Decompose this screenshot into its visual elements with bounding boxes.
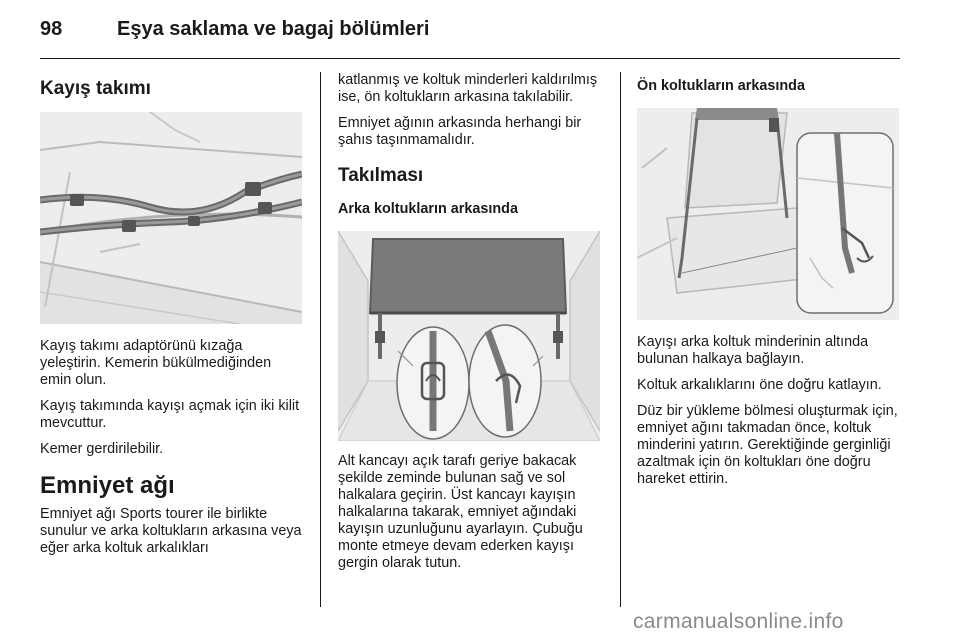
chapter-title: Eşya saklama ve bagaj bölümleri (117, 18, 430, 40)
col1-paragraph-4: Emniyet ağı Sports tourer ile birlikte sunulur ve arka koltukların arkasına veya eğer arka koltuk arkalıkları (40, 506, 302, 556)
col3-paragraph-1: Kayışı arka koltuk minderinin altında bulunan halkaya bağlayın. (637, 334, 869, 367)
watermark-text: carmanualsonline.info (633, 610, 844, 633)
figure-strap-kit (40, 112, 302, 324)
col2-paragraph-2: Emniyet ağının arkasında herhangi bir şahıs taşınmamalıdır. (338, 115, 582, 148)
col2-paragraph-3: Alt kancayı açık tarafı geriye bakacak şekilde zeminde bulunan sağ ve sol halkalara geçirin. Üst kancayı kayışın halkalarına takarak, emniyet ağındaki kayışın uzunluğunu ayarlayın. Çubuğu monte etmeye devam ederken kayışı gergin olarak tutun. (338, 453, 583, 571)
column-divider-2 (620, 72, 621, 607)
figure-front-seat-net (637, 108, 899, 320)
header-rule (40, 58, 900, 59)
figure-rear-seat-net (338, 231, 600, 441)
heading-takilmasi: Takılması (338, 165, 424, 186)
column-divider-1 (320, 72, 321, 607)
col2-paragraph-1: katlanmış ve koltuk minderleri kaldırılmış ise, ön koltukların arkasına takılabilir. (338, 72, 598, 105)
col3-paragraph-2: Koltuk arkalıklarını öne doğru katlayın. (637, 377, 882, 393)
col1-paragraph-2: Kayış takımında kayışı açmak için iki kilit mevcuttur. (40, 398, 300, 431)
heading-emniyet-agi: Emniyet ağı (40, 472, 175, 499)
column-2 (338, 72, 608, 581)
section-title-kayis: Kayış takımı (40, 78, 151, 99)
page-number: 98 (40, 18, 63, 40)
subheading-arka-koltuk: Arka koltukların arkasında (338, 201, 518, 217)
column-1 (40, 72, 305, 566)
col1-paragraph-3: Kemer gerdirilebilir. (40, 441, 164, 457)
subheading-on-koltuk: Ön koltukların arkasında (637, 78, 805, 94)
column-3 (637, 72, 903, 497)
col3-paragraph-3: Düz bir yükleme bölmesi oluşturmak için, emniyet ağını takmadan önce, koltuk minderini yatırın. Gerektiğinde gerginliği azaltmak için ön koltukları öne doğru hareket ettirin. (637, 403, 898, 487)
col1-paragraph-1: Kayış takımı adaptörünü kızağa yeleştirin. Kemerin bükülmediğinden emin olun. (40, 338, 272, 388)
